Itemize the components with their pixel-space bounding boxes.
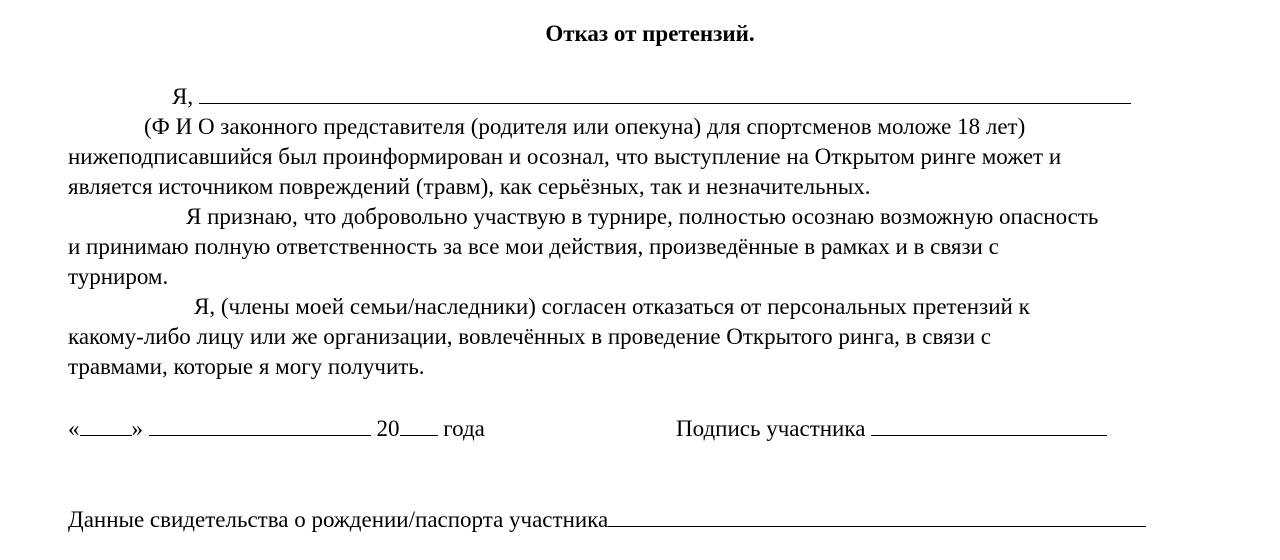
year-suffix: года: [443, 416, 485, 441]
paragraph1-line1: нижеподписавшийся был проинформирован и осознал, что выступление на Открытом ринге может и: [68, 144, 1062, 169]
paragraph2-line1: Я признаю, что добровольно участвую в турнире, полностью осознаю возможную опасность: [186, 204, 1099, 229]
signature-blank-field[interactable]: [871, 415, 1107, 436]
signature-label: Подпись участника: [676, 416, 866, 441]
year-prefix: 20: [376, 416, 400, 441]
passport-label: Данные свидетельства о рождении/паспорта участника: [68, 507, 609, 532]
passport-blank-field[interactable]: [608, 506, 1146, 527]
document-title: Отказ от претензий.: [545, 21, 755, 46]
signature-line: [676, 414, 1107, 444]
paragraph3-line2: какому-либо лицу или же организации, вовлечённых в проведение Открытого ринга, в связи с: [68, 324, 991, 349]
day-blank-field[interactable]: [80, 415, 132, 436]
date-close-quote: »: [131, 416, 143, 441]
paragraph3-line3: травмами, которые я могу получить.: [68, 354, 425, 379]
paragraph1-line2: является источником повреждений (травм), как серьёзных, так и незначительных.: [68, 174, 871, 199]
year-blank-field[interactable]: [400, 415, 438, 436]
name-blank-field[interactable]: [199, 83, 1131, 104]
paragraph2-line3: турниром.: [68, 264, 169, 289]
month-blank-field[interactable]: [149, 415, 371, 436]
i-label: Я,: [172, 84, 194, 109]
date-line: [68, 414, 485, 444]
date-open-quote: «: [68, 416, 80, 441]
paragraph2-line2: и принимаю полную ответственность за все мои действия, произведённые в рамках и в связи с: [68, 234, 999, 259]
fio-caption: (Ф И О законного представителя (родителя или опекуна) для спортсменов моложе 18 лет): [144, 114, 1026, 139]
name-line: [172, 82, 1131, 112]
passport-line: [68, 505, 1146, 535]
paragraph3-line1: Я, (члены моей семьи/наследники) согласен отказаться от персональных претензий к: [194, 294, 1030, 319]
